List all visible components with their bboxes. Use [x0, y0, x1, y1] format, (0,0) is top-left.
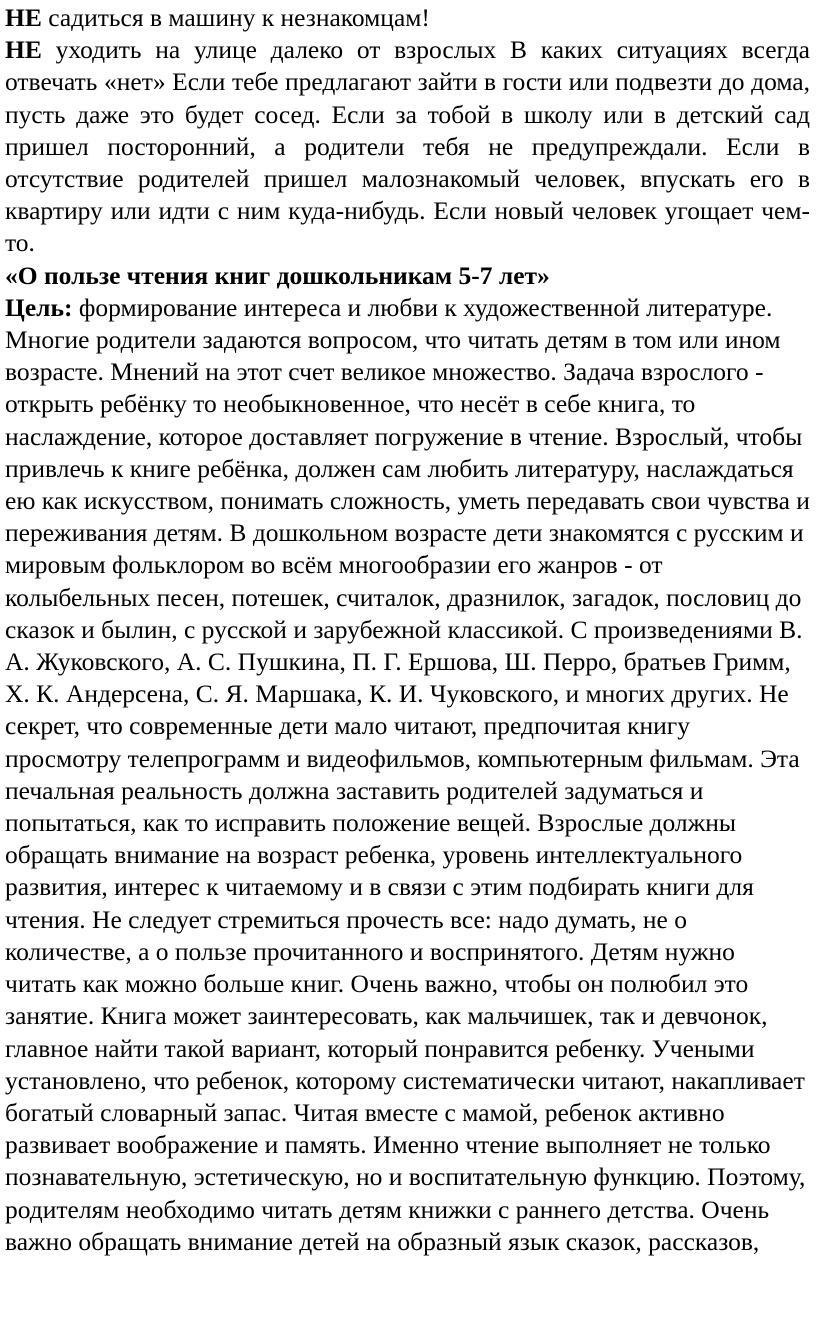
article-body-text: формирование интереса и любви к художественной литературе. Многие родители задаются вопросом, что читать детям в том или ином возрасте. Мнений на этот счет великое множество. Задача взрослого - открыть ребёнку то необыкновенное, что несёт в себе книга, то наслаждение, которое доставляет погружение в чтение. Взрослый, чтобы привлечь к книге ребёнка, должен сам любить литературу, наслаждаться ею как искусством, понимать сложность, уметь передавать свои чувства и переживания детям. В дошкольном возрасте дети знакомятся с русским и мировым фольклором во всём многообразии его жанров - от колыбельных песен, потешек, считалок, дразнилок, загадок, пословиц до сказок и былин, с русской и зарубежной классикой. С произведениями В. А. Жуковского, А. С. Пушкина, П. Г. Ершова, Ш. Перро, братьев Гримм, Х. К. Андерсена, С. Я. Маршака, К. И. Чуковского, и многих других. Не секрет, что современные дети мало читают, предпочитая книгу просмотру телепрограмм и видеофильмов, компьютерным фильмам. Эта печальная реальность должна заставить родителей задуматься и попытаться, как то исправить положение вещей. Взрослые должны обращать внимание на возраст ребенка, уровень интеллектуального развития, интерес к читаемому и в связи с этим подбирать книги для чтения. Не следует стремиться прочесть все: надо думать, не о количестве, а о пользе прочитанного и воспринятого. Детям нужно читать как можно больше книг. Очень важно, чтобы он полюбил это занятие. Книга может заинтересовать, как мальчишек, так и девчонок, главное найти такой вариант, который понравится ребенку. Учеными установлено, что ребенок, которому систематически читают, накапливает богатый словарный запас. Читая вместе с мамой, ребенок активно развивает воображение и память. Именно чтение выполняет не только познавательную, эстетическую, но и воспитательную функцию. Поэтому, родителям необходимо читать детям книжки с раннего детства. Очень важно обращать внимание детей на образный язык сказок, рассказов, [5, 292, 810, 1256]
bold-ne-1: НЕ [5, 3, 42, 32]
warning-car-text: садиться в машину к незнакомцам! [41, 3, 430, 32]
article-title: «О пользе чтения книг дошкольникам 5-7 лет» [5, 260, 550, 290]
article-body [5, 292, 810, 1258]
paragraph-warning-street [5, 34, 810, 259]
paragraph-warning-car [5, 2, 810, 34]
bold-ne-2: НЕ [5, 35, 42, 65]
warning-street-text: уходить на улице далеко от взрослых В каких ситуациях всегда отвечать «нет» Если тебе предлагают зайти в гости или подвезти до дома, пусть даже это будет сосед. Если за тобой в школу или в детский сад пришел посторонний, а родители тебя не предупреждали. Если в отсутствие родителей пришел малознакомый человек, впускать его в квартиру или идти с ним куда-нибудь. Если новый человек угощает чем-то. [5, 35, 810, 258]
goal-label: Цель: [5, 292, 73, 322]
